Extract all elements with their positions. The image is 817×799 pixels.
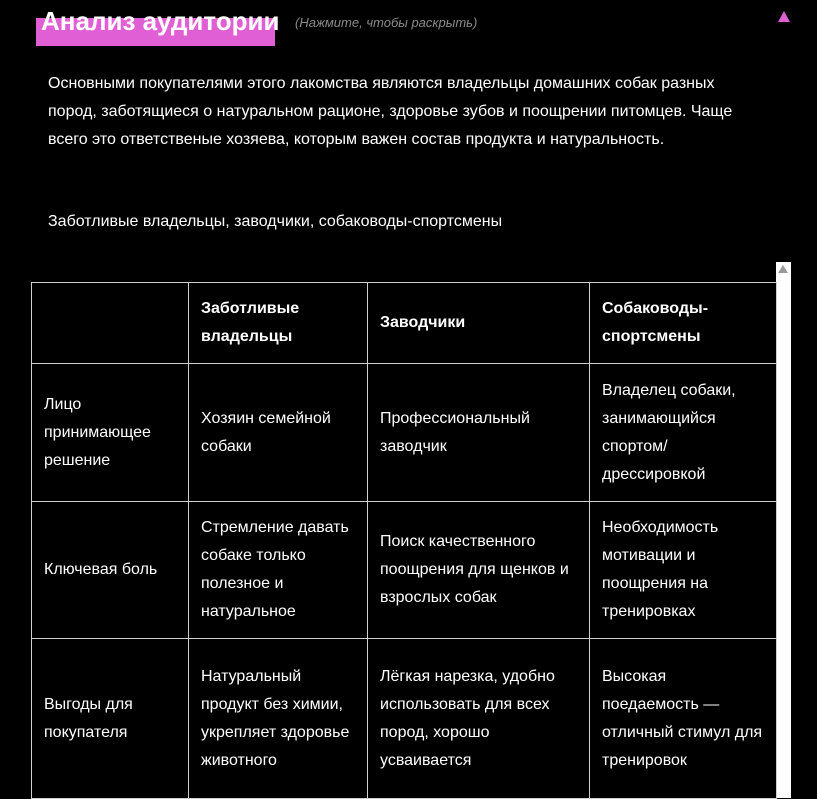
table-row <box>32 364 777 502</box>
audience-description: Основными покупателями этого лакомства являются владельцы домашних собак разных пород, заботящиеся о натуральном рационе, здоровье зубов и поощрении питомцев. Чаще всего это ответственые хозяева, которым важен состав продукта и натуральность. <box>48 75 733 148</box>
row-label-cell: Лицо принимающее решение <box>32 364 189 502</box>
row-label-cell: Выгоды для покупателя <box>32 639 189 799</box>
table-scrollbar[interactable] <box>776 262 791 798</box>
section-header[interactable] <box>36 0 280 46</box>
table-header-cell <box>32 283 189 364</box>
table-cell: Натуральный продукт без химии, укрепляет здоровье животного <box>189 639 368 799</box>
table-cell: Хозяин семейной собаки <box>189 364 368 502</box>
table-header-cell: Заводчики <box>368 283 590 364</box>
table-cell: Профессиональный заводчик <box>368 364 590 502</box>
row-label-cell: Ключевая боль <box>32 502 189 639</box>
table-header-cell: Заботливые владельцы <box>189 283 368 364</box>
table-row <box>32 639 777 799</box>
expand-hint: (Нажмите, чтобы раскрыть) <box>295 15 478 30</box>
table-cell: Высокая поедаемость — отличный стимул для тренировок <box>590 639 777 799</box>
table-cell: Лёгкая нарезка, удобно использовать для всех пород, хорошо усваивается <box>368 639 590 799</box>
table-cell: Поиск качественного поощрения для щенков и взрослых собак <box>368 502 590 639</box>
table-row <box>32 502 777 639</box>
collapse-toggle-icon[interactable] <box>778 11 790 22</box>
section-title[interactable]: Анализ аудитории <box>41 6 280 36</box>
table-header-row <box>32 283 777 364</box>
audience-table <box>31 282 777 799</box>
table-cell: Необходимость мотивации и поощрения на тренировках <box>590 502 777 639</box>
table-cell: Стремление давать собаке только полезное и натуральное <box>189 502 368 639</box>
scroll-up-icon[interactable] <box>778 265 788 273</box>
table-header-cell: Собаководы-спортсмены <box>590 283 777 364</box>
table-cell: Владелец собаки, занимающийся спортом/ дрессировкой <box>590 364 777 502</box>
segments-summary: Заботливые владельцы, заводчики, собаководы-спортсмены <box>48 213 503 230</box>
